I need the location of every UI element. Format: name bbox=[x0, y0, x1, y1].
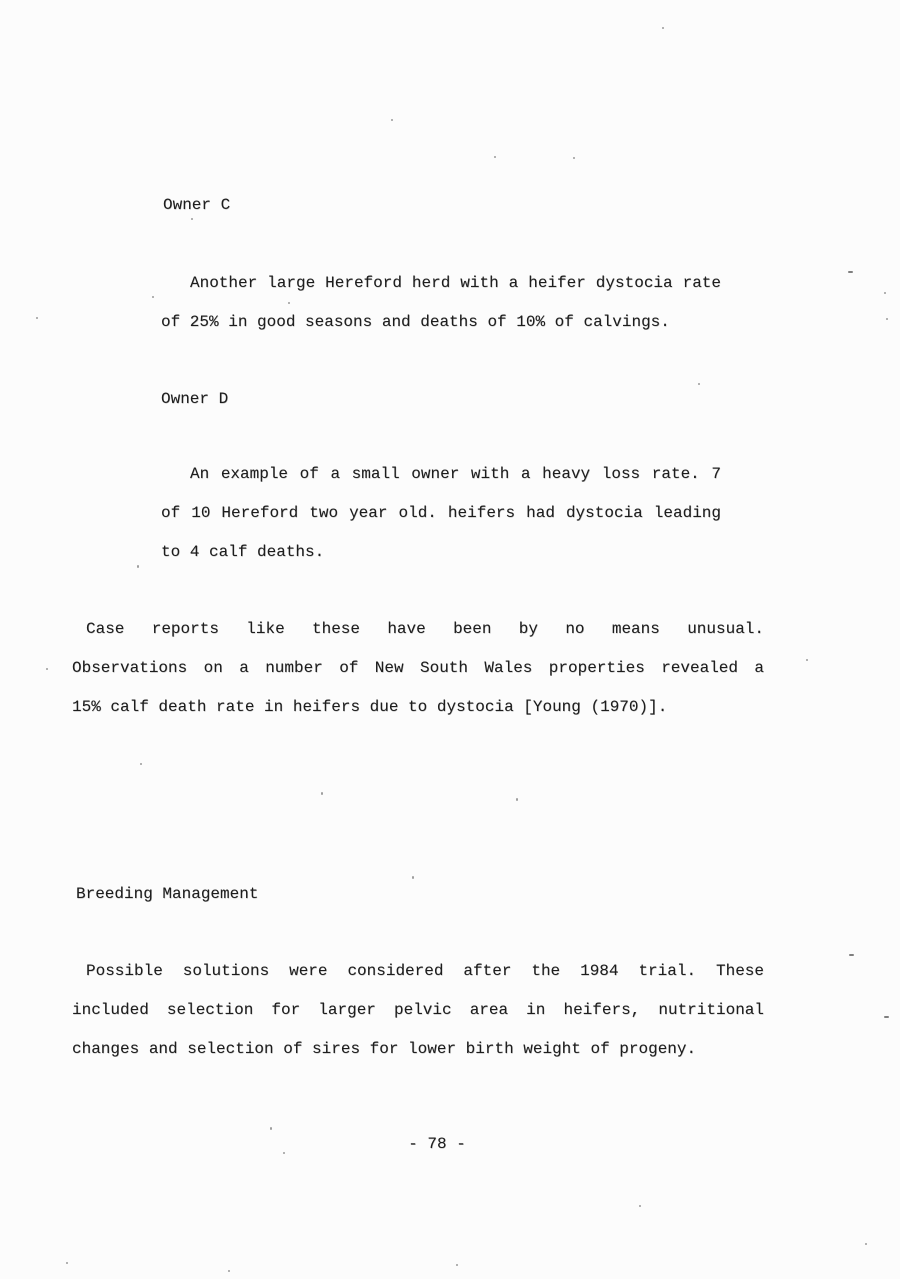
text-line: of 10 Hereford two year old. heifers had dystocia leading bbox=[161, 504, 721, 522]
text-line: of 25% in good seasons and deaths of 10% of calvings. bbox=[161, 313, 670, 331]
text-line: included selection for larger pelvic area in heifers, nutritional bbox=[72, 1001, 764, 1019]
scan-speck bbox=[137, 565, 139, 568]
scan-speck bbox=[886, 318, 888, 320]
scan-speck bbox=[516, 798, 518, 801]
text-line: changes and selection of sires for lower birth weight of progeny. bbox=[72, 1040, 697, 1058]
text-line: Possible solutions were considered after the 1984 trial. These bbox=[86, 962, 764, 980]
paragraph-case-reports bbox=[72, 610, 764, 727]
scan-speck bbox=[191, 218, 193, 220]
scan-speck bbox=[806, 659, 808, 661]
scan-speck bbox=[849, 954, 854, 956]
scan-speck bbox=[848, 271, 853, 273]
text-line: to 4 calf deaths. bbox=[161, 543, 325, 561]
paragraph-owner-d bbox=[161, 455, 721, 572]
page-number: - 78 - bbox=[408, 1135, 466, 1153]
scan-speck bbox=[66, 1262, 68, 1264]
paragraph-owner-c bbox=[161, 264, 721, 342]
scan-speck bbox=[321, 792, 323, 795]
scan-speck bbox=[36, 317, 38, 319]
scan-speck bbox=[140, 763, 142, 765]
text-line: 15% calf death rate in heifers due to dystocia [Young (1970)]. bbox=[72, 698, 668, 716]
scan-speck bbox=[494, 156, 496, 158]
scan-speck bbox=[412, 876, 414, 879]
scan-speck bbox=[270, 1127, 272, 1130]
scan-speck bbox=[884, 1016, 889, 1018]
text-line: An example of a small owner with a heavy loss rate. 7 bbox=[190, 465, 721, 483]
scan-speck bbox=[639, 1205, 641, 1207]
text-line: Another large Hereford herd with a heifer dystocia rate bbox=[190, 274, 721, 292]
section-heading-owner-c: Owner C bbox=[163, 196, 231, 214]
text-line: Observations on a number of New South Wales properties revealed a bbox=[72, 659, 764, 677]
scan-speck bbox=[228, 1270, 230, 1272]
scan-speck bbox=[152, 296, 154, 298]
scan-speck bbox=[573, 157, 575, 159]
text-line: Case reports like these have been by no means unusual. bbox=[86, 620, 764, 638]
paragraph-breeding-management bbox=[72, 952, 764, 1069]
scan-speck bbox=[662, 27, 664, 29]
scan-speck bbox=[698, 383, 700, 385]
scan-speck bbox=[391, 119, 393, 121]
scan-speck bbox=[288, 302, 290, 304]
scan-speck bbox=[865, 1243, 867, 1245]
section-heading-breeding-management: Breeding Management bbox=[76, 885, 259, 903]
scan-speck bbox=[884, 292, 886, 294]
scan-speck bbox=[283, 1152, 285, 1154]
scan-speck bbox=[46, 668, 48, 670]
section-heading-owner-d: Owner D bbox=[161, 390, 229, 408]
scan-speck bbox=[456, 1264, 458, 1266]
